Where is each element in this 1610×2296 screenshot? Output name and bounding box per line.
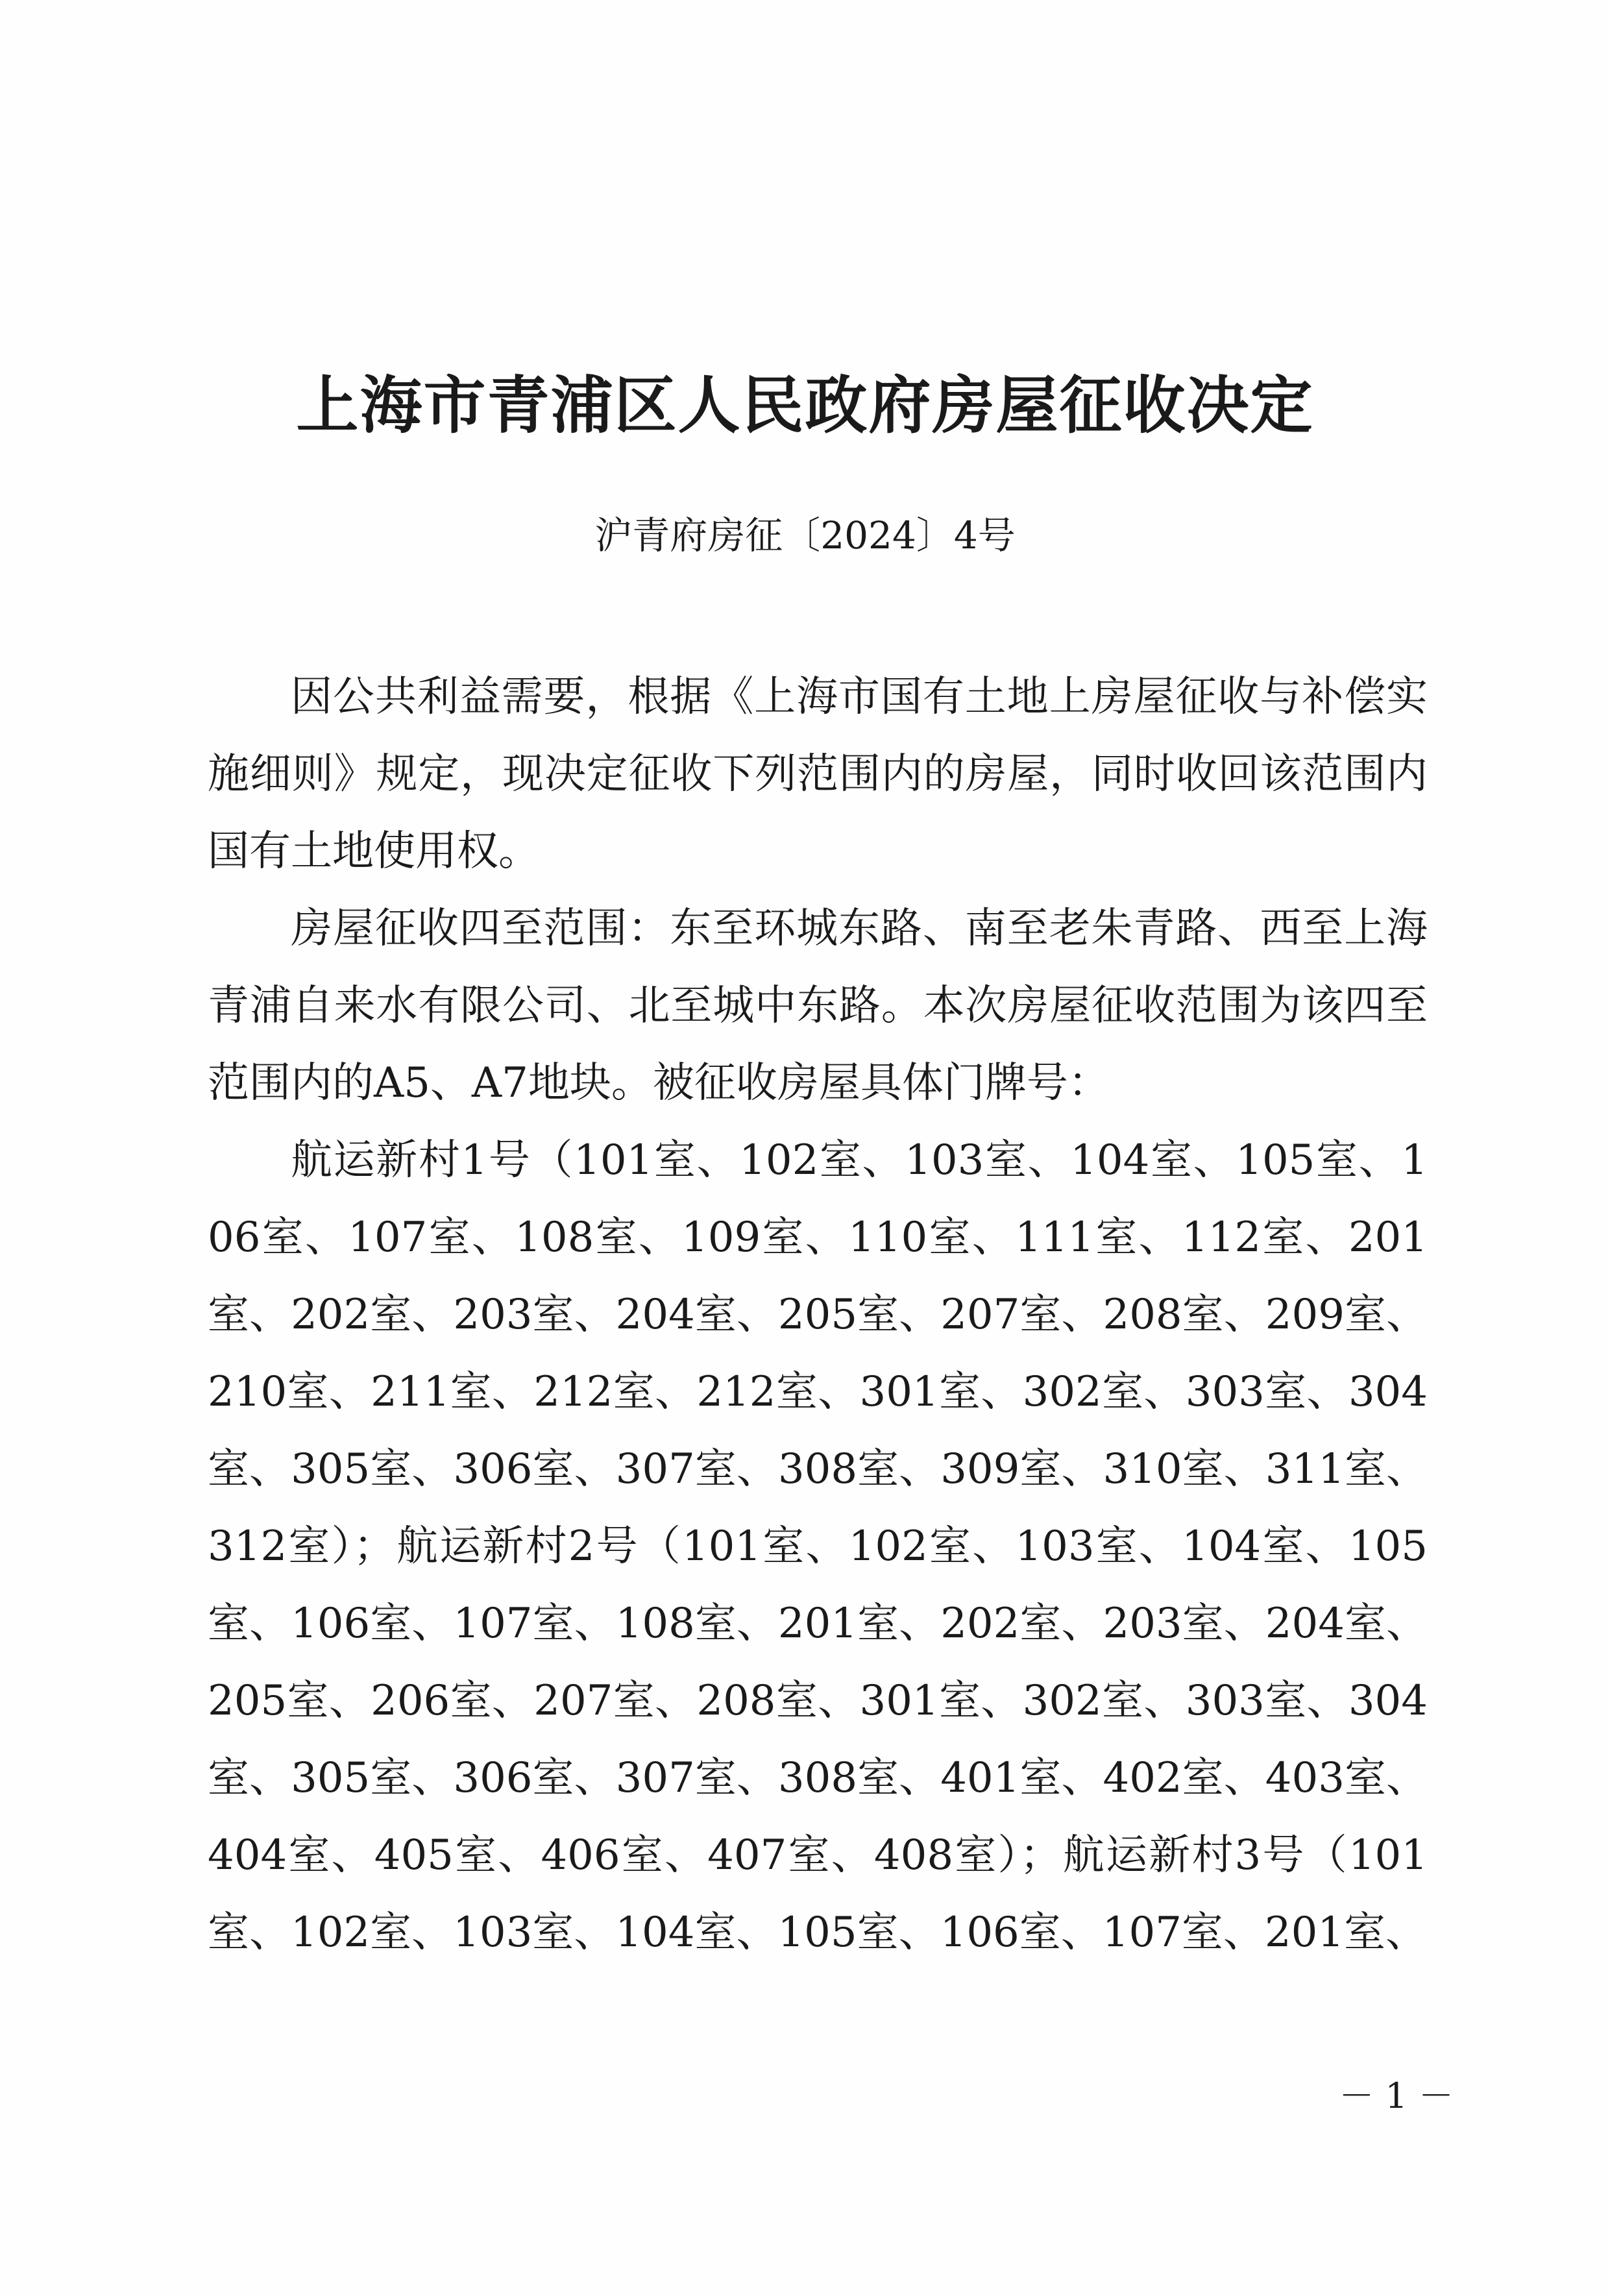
- document-body: [208, 659, 1428, 1972]
- document-number: 沪青府房征〔2024〕4号: [594, 513, 1016, 557]
- document-title: 上海市青浦区人民政府房屋征收决定: [296, 369, 1314, 442]
- paragraph-addresses: 航运新村1号（101室、102室、103室、104室、105室、106室、107室、108室、109室、110室、111室、112室、201室、202室、203室、204室、205室、207室、208室、209室、210室、211室、212室、212室、301室、302室、303室、304室、305室、306室、307室、308室、309室、310室、311室、312室）；航运新村2号（101室、102室、103室、104室、105室、106室、107室、108室、201室、202室、203室、204室、205室、206室、207室、208室、301室、302室、303室、304室、305室、306室、307室、308室、401室、402室、403室、404室、405室、406室、407室、408室）；航运新村3号（101室、102室、103室、104室、105室、106室、107室、201室、: [208, 1136, 1428, 1957]
- paragraph-purpose: 因公共利益需要，根据《上海市国有土地上房屋征收与补偿实施细则》规定，现决定征收下列范围内的房屋，同时收回该范围内国有土地使用权。: [208, 673, 1428, 875]
- paragraph-scope: 房屋征收四至范围：东至环城东路、南至老朱青路、西至上海青浦自来水有限公司、北至城中东路。本次房屋征收范围为该四至范围内的A5、A7地块。被征收房屋具体门牌号：: [208, 905, 1428, 1107]
- page-number: － 1 －: [1339, 2075, 1454, 2116]
